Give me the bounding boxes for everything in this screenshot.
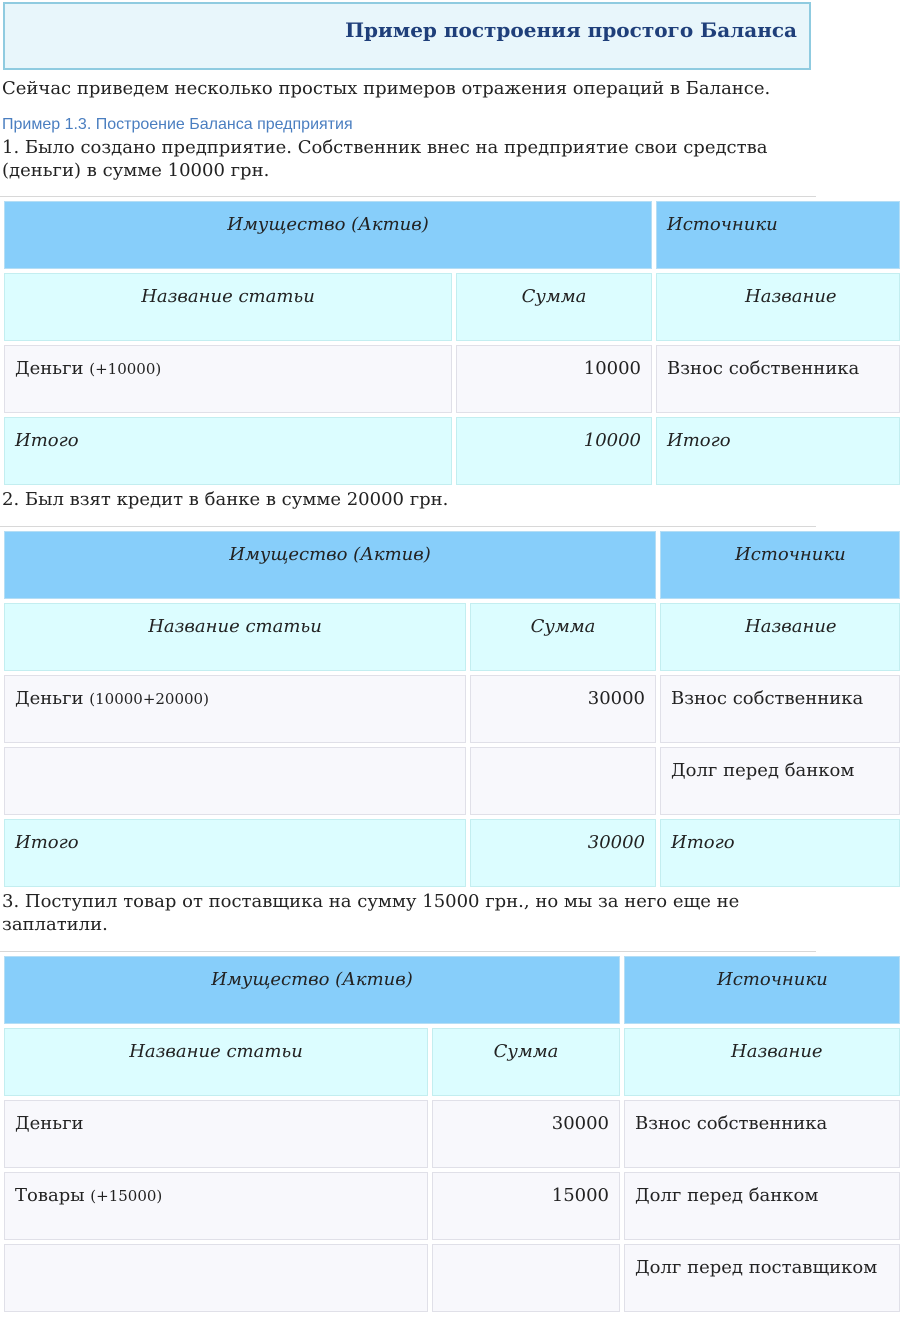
sum-cell: 15000 [432,1172,620,1240]
step3-line2: заплатили. [2,914,108,935]
total-sum: 30000 [470,819,656,887]
step3-line1: 3. Поступил товар от поставщика на сумму 15000 грн., но мы за него еще не [2,891,740,912]
source-cell: Взнос собственника [660,675,900,743]
asset-cell [4,675,466,743]
name-header: Название [624,1028,900,1096]
source-cell: Долг перед банком [660,747,900,815]
table-row [4,747,900,815]
total-label: Итого [4,819,466,887]
balance-table-1 [0,196,860,489]
asset-note: (10000+20000) [89,690,209,708]
table-row [4,1172,900,1240]
asset-note: (+15000) [90,1187,163,1205]
item-name-header: Название статьи [4,273,452,341]
total-label: Итого [4,417,452,485]
asset-name: Деньги [15,688,84,709]
total-sum: 10000 [456,417,652,485]
sources-header: Источники [656,201,900,269]
item-name-header: Название статьи [4,603,466,671]
step3-text [2,890,739,936]
step2-line1: 2. Был взят кредит в банке в сумме 20000 грн. [2,489,449,510]
source-cell: Долг перед банком [624,1172,900,1240]
item-name-header: Название статьи [4,1028,428,1096]
sum-cell: 10000 [456,345,652,413]
total-row [4,819,900,887]
sources-header: Источники [624,956,900,1024]
assets-header: Имущество (Актив) [4,956,620,1024]
step1-text [2,136,767,182]
name-header: Название [656,273,900,341]
total-label-sources: Итого [656,417,900,485]
source-cell: Взнос собственника [624,1100,900,1168]
asset-name: Товары [15,1185,85,1206]
table-row [4,345,900,413]
page-title: Пример построения простого Баланса [345,18,797,42]
source-cell: Взнос собственника [656,345,900,413]
total-row [4,417,900,485]
asset-cell [4,1172,428,1240]
sum-cell: 30000 [470,675,656,743]
step2-text [2,488,448,511]
table-row [4,675,900,743]
example-title: Пример 1.3. Построение Баланса предприятия [2,116,353,133]
asset-cell: Деньги [4,1100,428,1168]
assets-header: Имущество (Актив) [4,531,656,599]
sum-header: Сумма [470,603,656,671]
total-label-sources: Итого [660,819,900,887]
sum-header: Сумма [456,273,652,341]
asset-cell [4,345,452,413]
table-row [4,1100,900,1168]
header-banner [3,2,811,70]
intro-text: Сейчас приведем несколько простых примеров отражения операций в Балансе. [2,78,771,99]
step1-line2: (деньги) в сумме 10000 грн. [2,160,270,181]
asset-cell [4,747,466,815]
sum-header: Сумма [432,1028,620,1096]
table-row [4,1244,900,1312]
sum-cell: 30000 [432,1100,620,1168]
assets-header: Имущество (Актив) [4,201,652,269]
sources-header: Источники [660,531,900,599]
balance-table-2 [0,526,864,890]
sum-cell [470,747,656,815]
source-cell: Долг перед поставщиком [624,1244,900,1312]
name-header: Название [660,603,900,671]
step1-line1: 1. Было создано предприятие. Собственник внес на предприятие свои средства [2,137,768,158]
asset-cell [4,1244,428,1312]
balance-table-3 [0,951,878,1318]
asset-name: Деньги [15,358,84,379]
sum-cell [432,1244,620,1312]
asset-note: (+10000) [89,360,162,378]
